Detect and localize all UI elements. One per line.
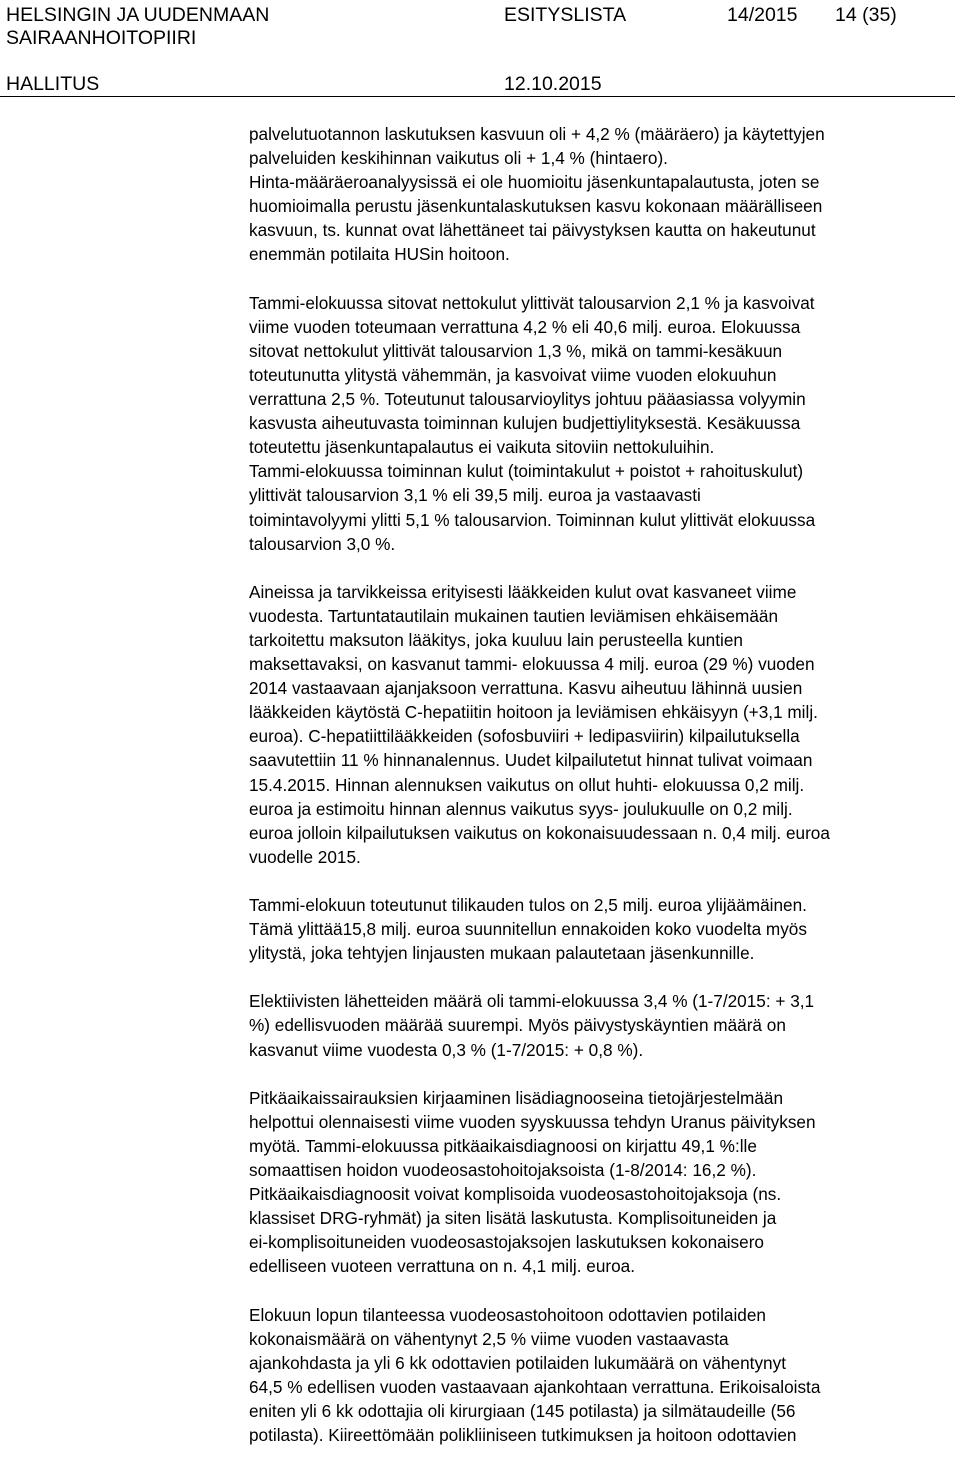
organization-name-line1: HELSINGIN JA UUDENMAAN xyxy=(6,4,270,26)
governing-body: HALLITUS xyxy=(6,73,100,95)
organization-name-line2: SAIRAANHOITOPIIRI xyxy=(6,27,197,49)
paragraph: Elektiivisten lähetteiden määrä oli tammi-elokuussa 3,4 % (1-7/2015: + 3,1 %) edellisvuoden määrää suurempi. Myös päivystyskäyntien määrä on kasvanut viime vuodesta 0,3 % (1-7/2015: + 0,8 %). xyxy=(249,991,815,1060)
meeting-date: 12.10.2015 xyxy=(504,73,602,95)
paragraph: palvelutuotannon laskutuksen kasvuun oli + 4,2 % (määräero) ja käytettyjen palveluiden keskihinnan vaikutus oli + 1,4 % (hintaero). Hinta-määräeroanalyysissä ei ole huomioitu jäsenkuntapalautusta, joten se huomioimalla perustu jäsenkuntalaskutuksen kasvu kokonaan määrälliseen kasvuun, ts. kunnat ovat lähettäneet tai päivystyksen kautta on hakeutunut enemmän potilaita HUSin hoitoon. xyxy=(249,124,825,265)
document-number: 14/2015 xyxy=(727,4,798,26)
document-body xyxy=(249,122,949,1471)
paragraph: Tammi-elokuussa sitovat nettokulut ylittivät talousarvion 2,1 % ja kasvoivat viime vuoden toteumaan verrattuna 4,2 % eli 40,6 milj. euroa. Elokuussa sitovat nettokulut ylittivät talousarvion 1,3 %, mikä on tammi-kesäkuun toteutunutta ylitystä vähemmän, ja kasvoivat viime vuoden elokuuhun verrattuna 2,5 %. Toteutunut talousarvioylitys johtuu pääasiassa volyymin kasvusta aiheutuvasta toiminnan kulujen budjettiylityksestä. Kesäkuussa toteutettu jäsenkuntapalautus ei vaikuta sitoviin nettokuluihin. Tammi-elokuussa toiminnan kulut (toimintakulut + poistot + rahoituskulut) ylittivät talousarvion 3,1 % eli 39,5 milj. euroa ja vastaavasti toimintavolyymi ylitti 5,1 % talousarvion. Toiminnan kulut ylittivät elokuussa talousarvion 3,0 %. xyxy=(249,292,816,554)
paragraph: Elokuun lopun tilanteessa vuodeosastohoitoon odottavien potilaiden kokonaismäärä on vähentynyt 2,5 % viime vuoden vastaavasta ajankohdasta ja yli 6 kk odottavien potilaiden lukumäärä on vähentynyt 64,5 % edellisen vuoden vastaavaan ajankohtaan verrattuna. Erikoisaloista eniten yli 6 kk odottajia oli kirurgiaan (145 potilasta) ja silmätaudeille (56 potilasta). Kiireettömään polikliiniseen tutkimuksen ja hoitoon odottavien xyxy=(249,1304,821,1446)
paragraph: Aineissa ja tarvikkeissa erityisesti lääkkeiden kulut ovat kasvaneet viime vuodesta. Tartuntatautilain mukainen tautien leviämisen ehkäisemään tarkoitettu maksuton lääkitys, joka kuuluu lain perusteella kuntien maksettavaksi, on kasvanut tammi- elokuussa 4 milj. euroa (29 %) vuoden 2014 vastaavaan ajanjaksoon verrattuna. Kasvu aiheutuu lähinnä uusien lääkkeiden käytöstä C-hepatiitin hoitoon ja leviämisen ehkäisyyn (+3,1 milj. euroa). C-hepatiittilääkkeiden (sofosbuviiri + ledipasviirin) kilpailutuksella saavutettiin 11 % hinnanalennus. Uudet kilpailutetut hinnat tulivat voimaan 15.4.2015. Hinnan alennuksen vaikutus on ollut huhti- elokuussa 0,2 milj. euroa ja estimoitu hinnan alennus vaikutus syys- joulukuulle on 0,2 milj. euroa jolloin kilpailutuksen vaikutus on kokonaisuudessaan n. 0,4 milj. euroa vuodelle 2015. xyxy=(249,581,830,867)
page-number: 14 (35) xyxy=(835,4,897,26)
paragraph: Tammi-elokuun toteutunut tilikauden tulos on 2,5 milj. euroa ylijäämäinen. Tämä ylittää15,8 milj. euroa suunnitellun ennakoiden koko vuodelta myös ylitystä, joka tehtyjen linjausten mukaan palautetaan jäsenkunnille. xyxy=(249,895,807,964)
document-type: ESITYSLISTA xyxy=(504,4,627,26)
paragraph: Pitkäaikaissairauksien kirjaaminen lisädiagnooseina tietojärjestelmään helpottui olennaisesti viime vuoden syyskuussa tehdyn Uranus päivityksen myötä. Tammi-elokuussa pitkäaikaisdiagnoosi on kirjattu 49,1 %:lle somaattisen hoidon vuodeosastohoitojaksoista (1-8/2014: 16,2 %). Pitkäaikaisdiagnoosit voivat komplisoida vuodeosastohoitojaksoja (ns. klassiset DRG-ryhmät) ja siten lisätä laskutusta. Komplisoituneiden ja ei-komplisoituneiden vuodeosastojaksojen laskutuksen kokonaisero edelliseen vuoteen verrattuna on n. 4,1 milj. euroa. xyxy=(249,1087,816,1277)
header-divider xyxy=(0,96,955,97)
document-header xyxy=(0,0,960,100)
